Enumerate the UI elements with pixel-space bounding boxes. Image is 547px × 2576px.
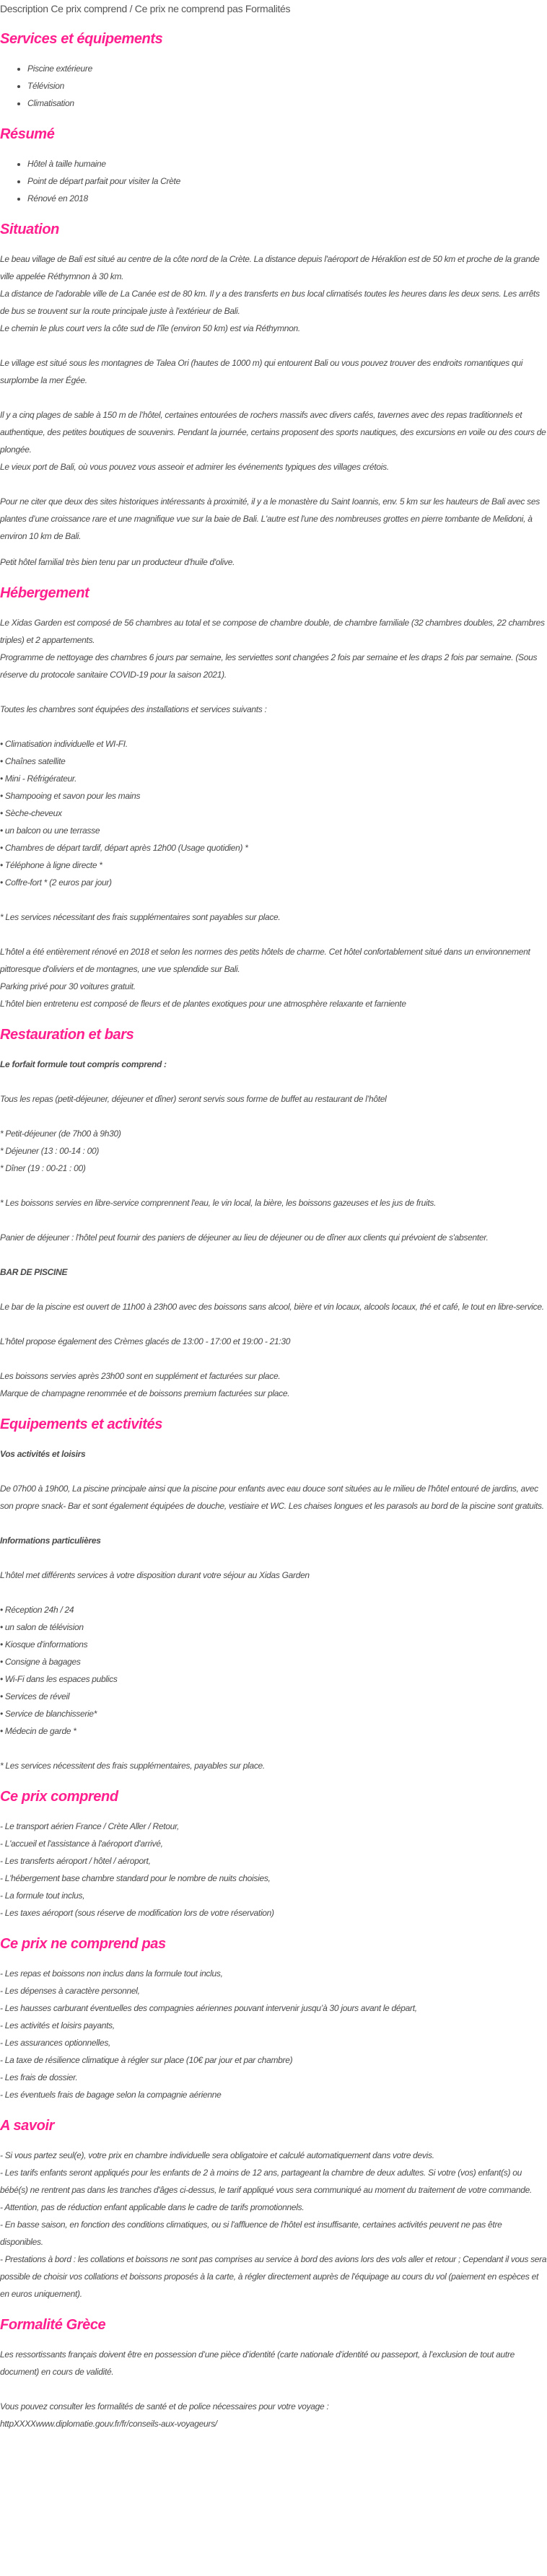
list-item: - L'accueil et l'assistance à l'aéroport d'arrivé, [0, 1839, 163, 1849]
list-item: - Les assurances optionnelles, [0, 2038, 111, 2048]
section-title-services: Services et équipements [0, 31, 163, 47]
section-prix-comprend [0, 1787, 547, 1922]
diplomatie-link[interactable]: httpXXXXwww.diplomatie.gouv.fr/fr/conseils-aux-voyageurs/ [0, 2419, 217, 2429]
list-item: • Mini - Réfrigérateur. [0, 774, 77, 784]
list-item: • Climatisation individuelle et WI-FI. [0, 739, 128, 749]
list-item: - Les activités et loisirs payants, [0, 2020, 115, 2030]
section-prix-ne-comprend [0, 1935, 547, 2103]
list-item: - Les dépenses à caractère personnel, [0, 1986, 140, 1996]
situation-paragraph-3 [0, 406, 547, 476]
hebergement-intro: Toutes les chambres sont équipées des installations et services suivants : [0, 704, 267, 714]
section-title-prix-comprend: Ce prix comprend [0, 1789, 118, 1805]
text-line: Le Xidas Garden est composé de 56 chambres au total et se compose de chambre double, de chambre familiale (32 chambres doubles, 22 chambres triples) et 2 appartements. [0, 618, 545, 645]
situation-paragraph-2: Le village est situé sous les montagnes de Talea Ori (hautes de 1000 m) qui entourent Bali ou vous pouvez trouver des endroits romantiques qui surplombe la mer Égée. [0, 358, 523, 385]
section-title-resume: Résumé [0, 126, 55, 142]
list-item: • Climatisation [27, 95, 547, 112]
list-item: • Service de blanchisserie* [0, 1709, 97, 1719]
section-title-restauration: Restauration et bars [0, 1027, 134, 1043]
list-item: • Télévision [27, 77, 547, 95]
list-item: • Rénové en 2018 [27, 190, 547, 207]
services-list [0, 60, 547, 112]
text-line: Le vieux port de Bali, où vous pouvez vous asseoir et admirer les événements typiques des villages crétois. [0, 462, 389, 472]
list-item: - Attention, pas de réduction enfant applicable dans le cadre de tarifs promotionnels. [0, 2202, 305, 2212]
list-item: - En basse saison, en fonction des conditions climatiques, ou si l'affluence de l'hôtel est insuffisante, certaines activités peuvent ne pas être disponibles. [0, 2220, 502, 2247]
text-line: L'hôtel a été entièrement rénové en 2018 et selon les normes des petits hôtels de charme. Cet hôtel confortablement situé dans un environnement pittoresque d'oliviers et de montagnes, une vue splendide sur Bali. [0, 947, 530, 974]
hebergement-paragraph-1 [0, 614, 547, 683]
text-line: Vous pouvez consulter les formalités de santé et de police nécessaires pour votre voyage : [0, 2401, 329, 2411]
list-item: • un salon de télévision [0, 1622, 84, 1632]
drinks-note: * Les boissons servies en libre-service comprennent l'eau, le vin local, la bière, les boissons gazeuses et les jus de fruits. [0, 1198, 437, 1208]
section-hebergement [0, 584, 547, 1012]
list-item: * Déjeuner (13 : 00-14 : 00) [0, 1146, 100, 1156]
situation-paragraph-1 [0, 250, 547, 337]
text-line: Il y a cinq plages de sable à 150 m de l’hôtel, certaines entourées de rochers massifs avec divers cafés, tavernes avec des repas traditionnels et authentique, des petites boutiques de souvenirs. Pendant la journée, certains proposent des sports nautiques, des excursions en voile ou des cours de plongée. [0, 410, 546, 455]
list-item: • Shampooing et savon pour les mains [0, 791, 141, 801]
list-item: - Prestations à bord : les collations et boissons ne sont pas comprises au service à bord des avions lors des vols aller et retour ; Cependant il vous sera possible de choisir vos collations et boissons proposés à la carte, à régler directement auprès de l'équipage au cours du vol (paiement en espèces et en euros uniquement). [0, 2254, 547, 2299]
section-title-situation: Situation [0, 222, 59, 237]
list-item: • Médecin de garde * [0, 1726, 76, 1736]
text-line: Le chemin le plus court vers la côte sud de l'île (environ 50 km) est via Réthymnon. [0, 323, 300, 333]
pool-bar-title: BAR DE PISCINE [0, 1267, 68, 1277]
breadcrumb: Description Ce prix comprend / Ce prix ne comprend pas Formalités [0, 3, 291, 14]
resume-list [0, 155, 547, 207]
list-item: • Hôtel à taille humaine [27, 155, 547, 172]
pool-bar-paragraph-2: L'hôtel propose également des Crèmes glacés de 13:00 - 17:00 et 19:00 - 21:30 [0, 1336, 291, 1346]
list-item: * Petit-déjeuner (de 7h00 à 9h30) [0, 1129, 121, 1139]
list-item: • Sèche-cheveux [0, 808, 62, 818]
excluded-list [0, 1965, 547, 2103]
list-item: - La taxe de résilience climatique à régler sur place (10€ par jour et par chambre) [0, 2055, 293, 2065]
section-title-prix-ne-comprend: Ce prix ne comprend pas [0, 1936, 166, 1952]
list-item: - Les taxes aéroport (sous réserve de modification lors de votre réservation) [0, 1908, 274, 1918]
list-item: • un balcon ou une terrasse [0, 825, 100, 836]
list-item: - Les tarifs enfants seront appliqués pour les enfants de 2 à moins de 12 ans, partageant la chambre de deux adultes. Si votre (vos) enfant(s) ou bébé(s) ne rentrent pas dans les tranches d'âges ci-dessus, le tarif appliqué vous sera communiqué au moment du traitement de votre commande. [0, 2168, 533, 2195]
text-line: La distance de l'adorable ville de La Canée est de 80 km. Il y a des transferts en bus local climatisés toutes les heures dans les deux sens. Les arrêts de bus se trouvent sur la route principale juste à l'extérieur de Bali. [0, 289, 540, 316]
situation-paragraph-5: Petit hôtel familial très bien tenu par un producteur d'huile d'olive. [0, 557, 235, 567]
list-item: - La formule tout inclus, [0, 1891, 85, 1901]
list-item: - L'hébergement base chambre standard pour le nombre de nuits choisies, [0, 1873, 271, 1883]
room-amenities-list [0, 735, 547, 891]
list-item: • Consigne à bagages [0, 1657, 81, 1667]
section-resume [0, 125, 547, 207]
section-equipements [0, 1415, 547, 1774]
list-item: - Les hausses carburant éventuelles des compagnies aériennes pouvant intervenir jusqu’à 30 jours avant le départ, [0, 2003, 417, 2013]
list-item: - Les frais de dossier. [0, 2072, 78, 2082]
hebergement-note: * Les services nécessitant des frais supplémentaires sont payables sur place. [0, 912, 281, 922]
text-line: Les boissons servies après 23h00 sont en supplément et facturées sur place. [0, 1371, 281, 1381]
text-line: Parking privé pour 30 voitures gratuit. [0, 981, 136, 991]
hebergement-paragraph-2 [0, 943, 547, 1012]
restauration-subhead: Le forfait formule tout compris comprend : [0, 1059, 167, 1069]
formalite-paragraph-1: Les ressortissants français doivent être en possession d’une pièce d’identité (carte nationale d’identité ou passeport, à l’exclusion de tout autre document) en cours de validité. [0, 2349, 515, 2377]
section-title-hebergement: Hébergement [0, 585, 89, 601]
equipements-paragraph-2: L’hôtel met différents services à votre disposition durant votre séjour au Xidas Garden [0, 1570, 310, 1580]
included-list [0, 1818, 547, 1922]
list-item: - Le transport aérien France / Crète Aller / Retour, [0, 1821, 180, 1831]
section-formalite [0, 2316, 547, 2432]
list-item: • Services de réveil [0, 1691, 70, 1701]
a-savoir-list [0, 2147, 547, 2303]
text-line: Marque de champagne renommée et de boissons premium facturées sur place. [0, 1388, 290, 1398]
formalite-paragraph-2 [0, 2398, 547, 2432]
section-a-savoir [0, 2116, 547, 2303]
list-item: - Si vous partez seul(e), votre prix en chambre individuelle sera obligatoire et calculé automatiquement dans votre devis. [0, 2150, 434, 2160]
list-item: • Chambres de départ tardif, départ après 12h00 (Usage quotidien) * [0, 843, 248, 853]
list-item: - Les éventuels frais de bagage selon la compagnie aérienne [0, 2090, 222, 2100]
lunch-box-note: Panier de déjeuner : l'hôtel peut fournir des paniers de déjeuner au lieu de déjeuner ou de dîner aux clients qui prévoient de s'absenter. [0, 1232, 489, 1243]
section-title-a-savoir: A savoir [0, 2118, 54, 2134]
situation-paragraph-4: Pour ne citer que deux des sites historiques intéressants à proximité, il y a le monastère du Saint Ioannis, env. 5 km sur les hauteurs de Bali avec ses plantes d’une croissance rare et une magnifique vue sur la baie de Bali. L'autre est l'une des nombreuses grottes en pierre tombante de Melidoni, à environ 10 km de Bali. [0, 496, 540, 541]
list-item: • Kiosque d'informations [0, 1639, 88, 1650]
hotel-services-list [0, 1601, 547, 1740]
section-title-equipements: Equipements et activités [0, 1416, 162, 1432]
section-situation [0, 220, 547, 571]
equipements-paragraph-1: De 07h00 à 19h00, La piscine principale ainsi que la piscine pour enfants avec eau douce sont situées au le milieu de l'hôtel entouré de jardins, avec son propre snack- Bar et sont également équipées de douche, vestiaire et WC. Les chaises longues et les parasols au bord de la piscine sont gratuits. [0, 1484, 544, 1511]
section-services [0, 30, 547, 112]
meals-list [0, 1125, 547, 1177]
list-item: • Téléphone à ligne directe * [0, 860, 102, 870]
list-item: - Les repas et boissons non inclus dans la formule tout inclus, [0, 1968, 223, 1979]
restauration-paragraph-1: Tous les repas (petit-déjeuner, déjeuner et dîner) seront servis sous forme de buffet au restaurant de l’hôtel [0, 1094, 387, 1104]
list-item: - Les transferts aéroport / hôtel / aéroport, [0, 1856, 151, 1866]
list-item: • Coffre-fort * (2 euros par jour) [0, 877, 112, 888]
list-item: • Piscine extérieure [27, 60, 547, 77]
info-subhead: Informations particulières [0, 1535, 101, 1546]
section-title-formalite: Formalité Grèce [0, 2317, 106, 2333]
activities-subhead: Vos activités et loisirs [0, 1449, 86, 1459]
list-item: * Dîner (19 : 00-21 : 00) [0, 1163, 86, 1173]
list-item: • Chaînes satellite [0, 756, 66, 766]
pool-bar-paragraph-1: Le bar de la piscine est ouvert de 11h00 à 23h00 avec des boissons sans alcool, bière et vin locaux, alcools locaux, thé et café, le tout en libre-service. [0, 1302, 544, 1312]
section-restauration [0, 1025, 547, 1402]
text-line: L'hôtel bien entretenu est composé de fleurs et de plantes exotiques pour une atmosphère relaxante et farniente [0, 999, 406, 1009]
text-line: Programme de nettoyage des chambres 6 jours par semaine, les serviettes sont changées 2 fois par semaine et les draps 2 fois par semaine. (Sous réserve du protocole sanitaire COVID-19 pour la saison 2021). [0, 652, 538, 680]
list-item: • Réception 24h / 24 [0, 1605, 74, 1615]
list-item: • Wi-Fi dans les espaces publics [0, 1674, 118, 1684]
pool-bar-paragraph-3 [0, 1367, 547, 1402]
text-line: Le beau village de Bali est situé au centre de la côte nord de la Crète. La distance depuis l'aéroport de Héraklion est de 50 km et proche de la grande ville appelée Réthymnon à 30 km. [0, 254, 540, 281]
equipements-note: * Les services nécessitent des frais supplémentaires, payables sur place. [0, 1761, 265, 1771]
list-item: • Point de départ parfait pour visiter la Crète [27, 172, 547, 190]
